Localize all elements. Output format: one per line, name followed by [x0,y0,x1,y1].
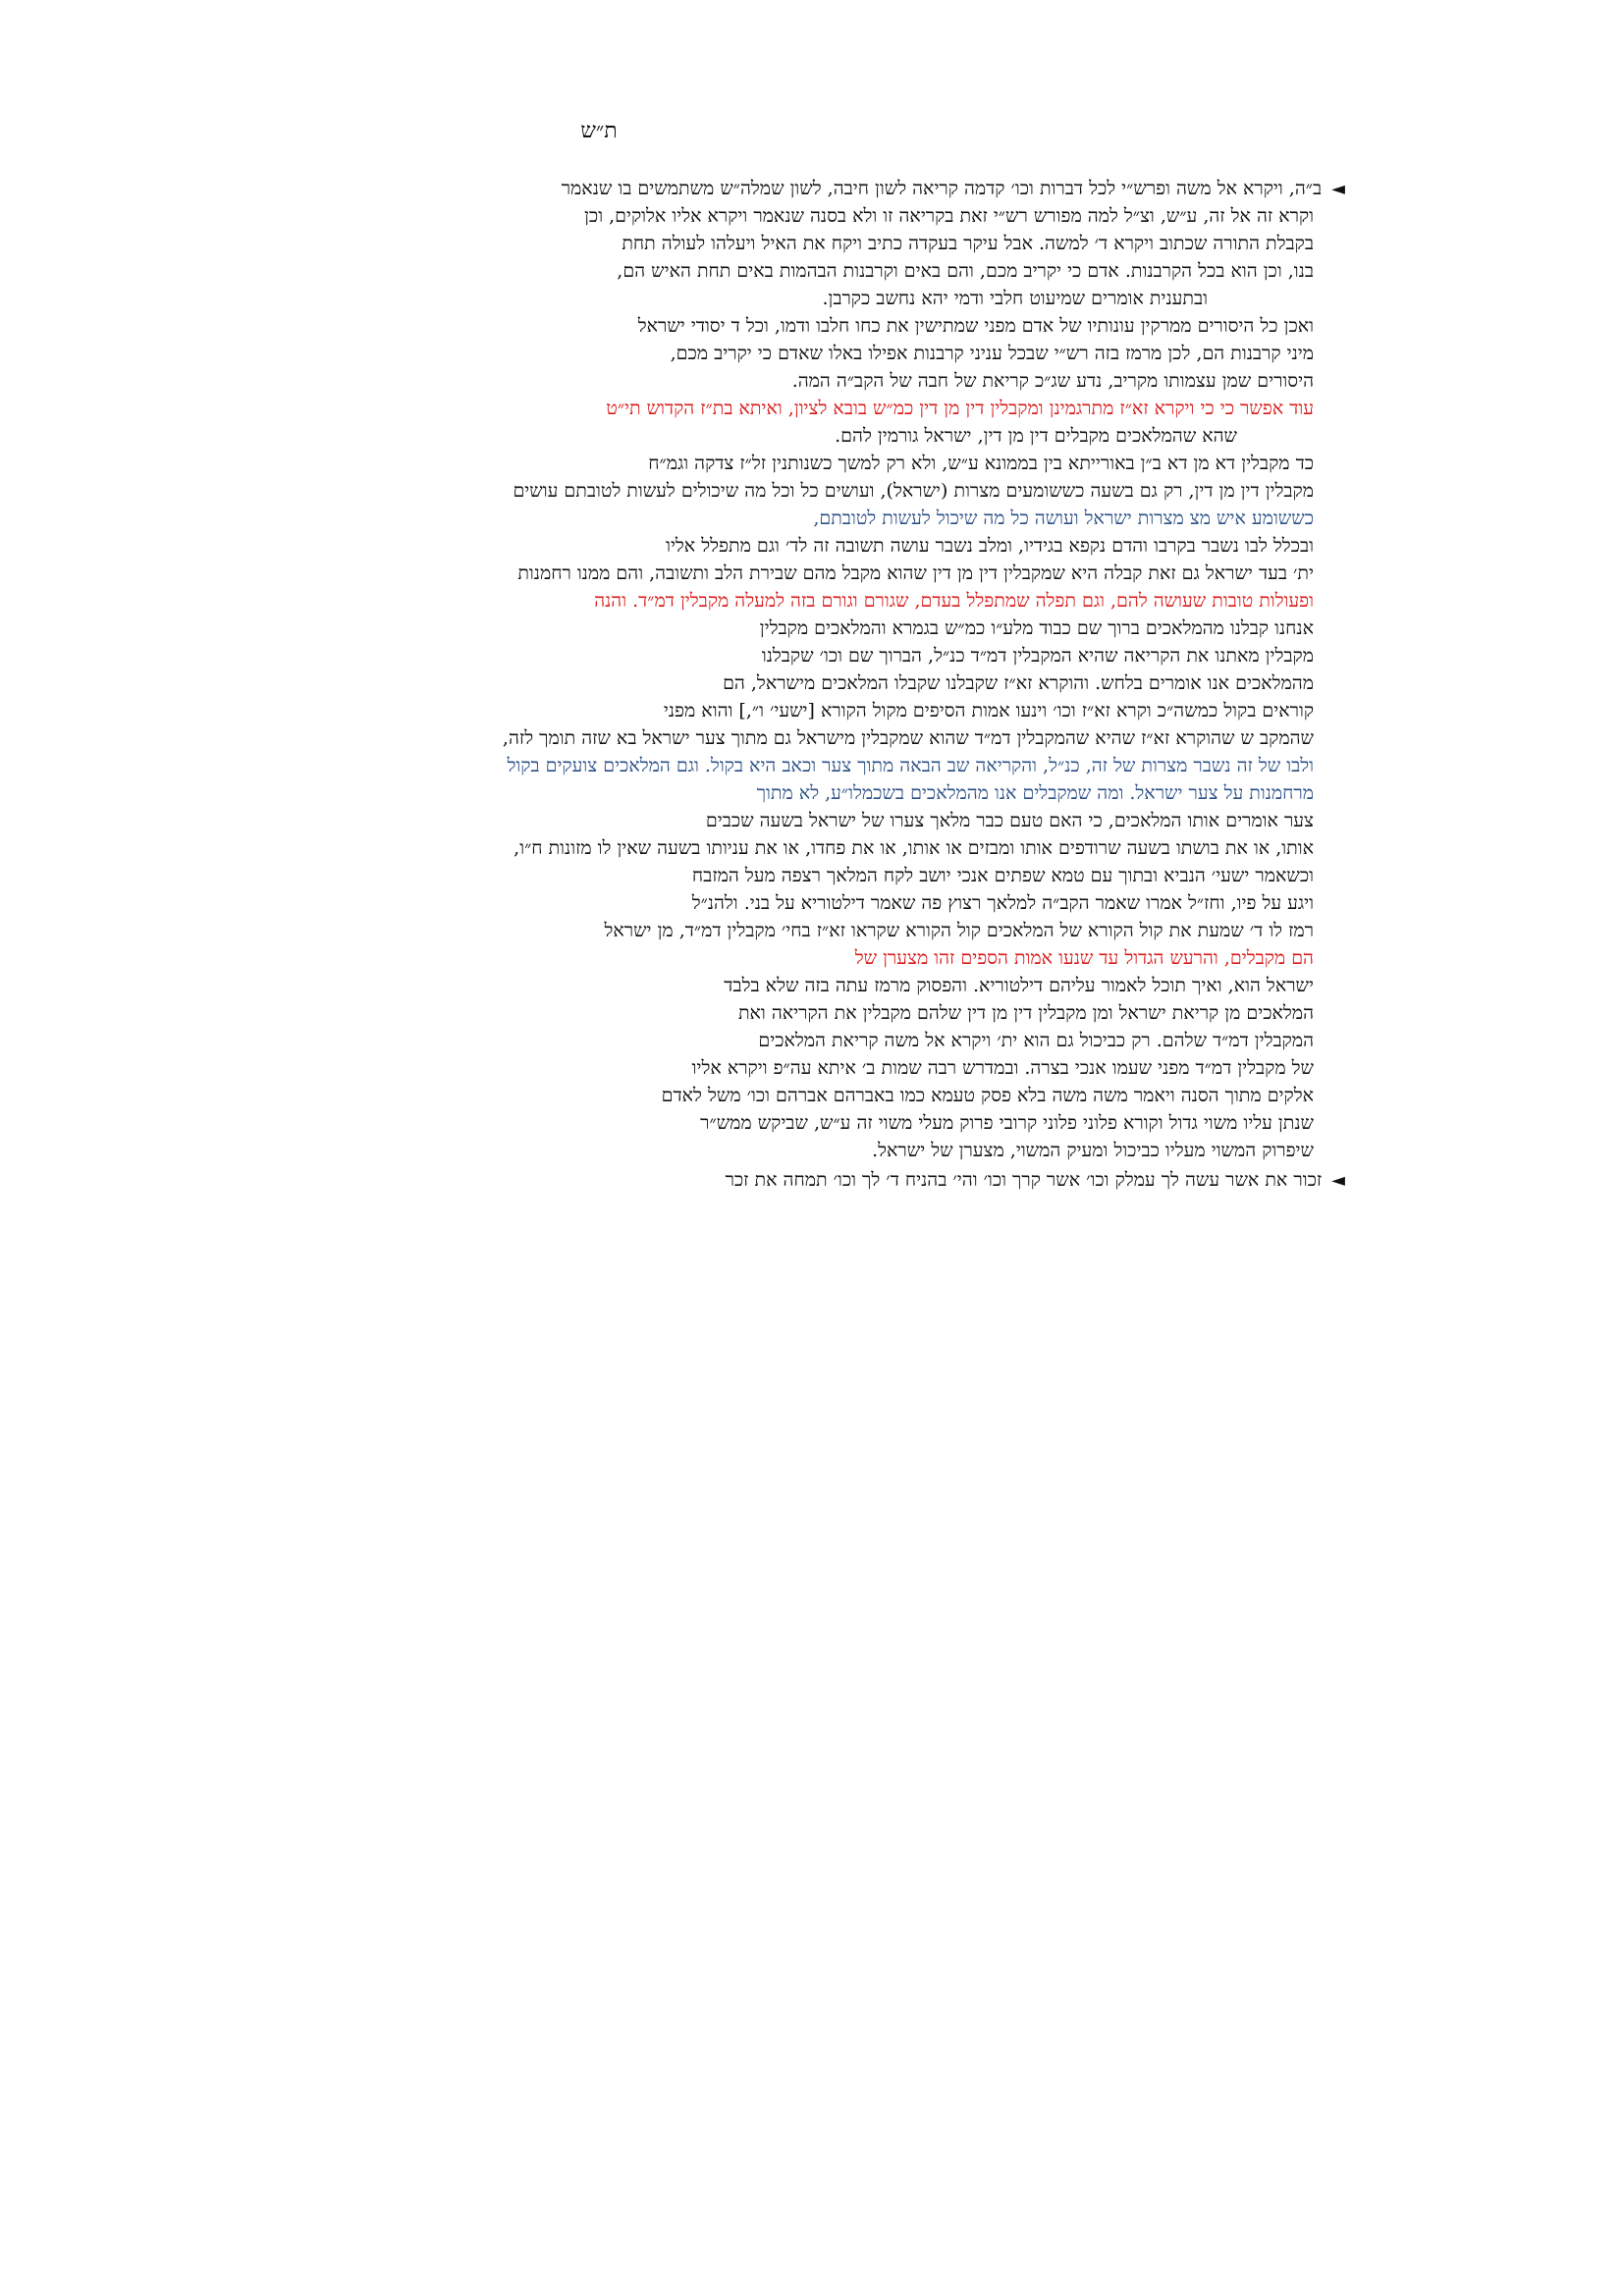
text-line: כד מקבלין דא מן דא ב״ן באורייתא בין בממונא ע״ש, ולא רק למשך כשנותנין זל״ז צדקה וגמ״ח [648,453,1314,474]
text-line: קוראים בקול כמשה״כ וקרא זא״ז וכו׳ וינעו אמות הסיפים מקול הקורא [ישעי׳ ו״,] והוא מפני [663,700,1314,721]
text-line: מיני קרבנות הם, לכן מרמז בזה רש״י שבכל עניני קרבנות אפילו באלו שאדם כי יקריב מכם, [670,343,1314,364]
text-line: אותו, או את בושתו בשעה שרודפים אותו ומבזים או אותו, או את פחדו, או את עניותו בשעה שאין לו מזונות ח״ו, [514,837,1314,859]
text-line: ◄זכור את אשר עשה לך עמלק וכו׳ אשר קרך וכו׳ והי׳ בהניח ד׳ לך וכו׳ תמחה את זכר [725,1169,1345,1191]
text-line: שנתן עליו משוי גדול וקורא פלוני פלוני קרובי פרוק מעלי משוי זה ע״ש, שביקש ממש״ר [700,1112,1314,1134]
text-line: מהמלאכים אנו אומרים בלחש. והוקרא זא״ז שקבלנו שקבלו המלאכים מישראל, הם [723,672,1314,694]
text-line: הם מקבלים, והרעש הגדול עד שנעו אמות הספים זהו מצערן של [854,947,1314,969]
text-line: ופעולות טובות שעושה להם, וגם תפלה שמתפלל בעדם, שגורם וגורם בזה למעלה מקבלין דמ״ד. והנה [594,590,1314,612]
text-line: מרחמנות על צער ישראל. ומה שמקבלים אנו מהמלאכים בשכמלו״ע, לא מתוך [756,782,1314,804]
text-line: של מקבלין דמ״ד מפני שעמו אנכי בצרה. ובמדרש רבה שמות ב׳ איתא עה״פ ויקרא אליו [691,1057,1314,1079]
text-line: המקבלין דמ״ד שלהם. רק כביכול גם הוא ית׳ ויקרא אל משה קריאת המלאכים [758,1030,1314,1051]
text-line: שיפרוק המשוי מעליו כביכול ומעיק המשוי, מצערן של ישראל. [872,1140,1314,1161]
paragraph-marker: ◄ [1331,1170,1345,1191]
text-line: אלקים מתוך הסנה ויאמר משה משה בלא פסק טעמא כמו באברהם אברהם וכו׳ משל לאדם [661,1085,1314,1106]
text-line: המלאכים מן קריאת ישראל ומן מקבלין דין מן דין שלהם מקבלין את הקריאה ואת [737,1002,1314,1024]
text-line: ית׳ בעד ישראל גם זאת קבלה היא שמקבלין דין מן דין שהוא מקבל מהם שבירת הלב ותשובה, והם ממנו רחמנות [517,562,1314,584]
text-line: עוד אפשר כי כי ויקרא זא״ז מתרגמינן ומקבלין דין מן דין כמ״ש בובא לציון, ואיתא בת״ז הקדוש תי״ט [606,398,1314,419]
text-line: בנו, וכן הוא בכל הקרבנות. אדם כי יקריב מכם, והם באים וקרבנות הבהמות באים תחת האיש הם, [617,260,1314,282]
text-line: ולבו של זה נשבר מצרות של זה, כנ״ל, והקריאה שב הבאה מתוך צער וכאב היא בקול. וגם המלאכים צועקים בקול [507,755,1314,776]
paragraph-2 [324,1166,1345,1194]
text-line: כששומע איש מצ מצרות ישראל ועושה כל מה שיכול לעשות לטובתם, [813,507,1314,529]
text-line: רמז לו ד׳ שמעת את קול הקורא של המלאכים קול הקורא שקראו זא״ז בחי׳ מקבלין דמ״ד, מן ישראל [604,920,1314,941]
text-line: אנחנו קבלנו מהמלאכים ברוך שם כבוד מלע״ו כמ״ש בגמרא והמלאכים מקבלין [759,617,1314,639]
paragraph-1 [324,175,1345,1164]
text-line: ישראל הוא, ואיך תוכל לאמור עליהם דילטוריא. והפסוק מרמז עתה בזה שלא בלבד [724,975,1314,996]
text-line: וקרא זה אל זה, ע״ש, וצ״ל למה מפורש רש״י זאת בקריאה זו ולא בסנה שנאמר ויקרא אליו אלוקים, וכן [584,205,1314,227]
paragraph-marker: ◄ [1331,179,1345,199]
text-line: היסורים שמן עצמותו מקריב, נדע שג״כ קריאת של חבה של הקב״ה המה. [791,370,1314,392]
text-line: וכשאמר ישעי׳ הנביא ובתוך עם טמא שפתים אנכי יושב לקח המלאך רצפה מעל המזבח [691,865,1314,886]
page-number: ת״ש [580,119,618,143]
text-line: ובתענית אומרים שמיעוט חלבי ודמי יהא נחשב כקרבן. [822,288,1208,309]
text-line: שהא שהמלאכים מקבלים דין מן דין, ישראל גורמין להם. [835,425,1237,447]
text-line: מקבלין מאתנו את הקריאה שהיא המקבלין דמ״ד כנ״ל, הברוך שם וכו׳ שקבלנו [761,645,1314,667]
text-line: צער אומרים אותו המלאכים, כי האם טעם כבר מלאך צערו של ישראל בשעה שכבים [705,810,1314,831]
text-line: ובכלל לבו נשבר בקרבו והדם נקפא בגידיו, ומלב נשבר עושה תשובה זה לד׳ וגם מתפלל אליו [666,535,1314,557]
text-line: ואכן כל היסורים ממרקין עונותיו של אדם מפני שמתישין את כחו חלבו ודמו, וכל ד יסודי ישראל [637,315,1314,337]
text-line: ויגע על פיו, וחז״ל אמרו שאמר הקב״ה למלאך רצוץ פה שאמר דילטוריא על בני. ולהנ״ל [691,892,1314,914]
text-line: בקבלת התורה שכתוב ויקרא ד׳ למשה. אבל עיקר בעקדה כתיב ויקח את האיל ויעלהו לעולה תחת [622,233,1314,254]
text-line: שהמקב ש שהוקרא זא״ז שהיא שהמקבלין דמ״ד שהוא שמקבלין מישראל גם מתוך צער ישראל בא שזה תומך לזה, [502,727,1314,749]
text-line: ◄ב״ה, ויקרא אל משה ופרש״י לכל דברות וכו׳ קדמה קריאה לשון חיבה, לשון שמלה״ש משתמשים בו שנאמר [561,178,1345,199]
text-line: מקבלין דין מן דין, רק גם בשעה כששומעים מצרות (ישראל), ועושים כל וכל מה שיכולים לעשות לטובתם עושים [513,480,1314,502]
